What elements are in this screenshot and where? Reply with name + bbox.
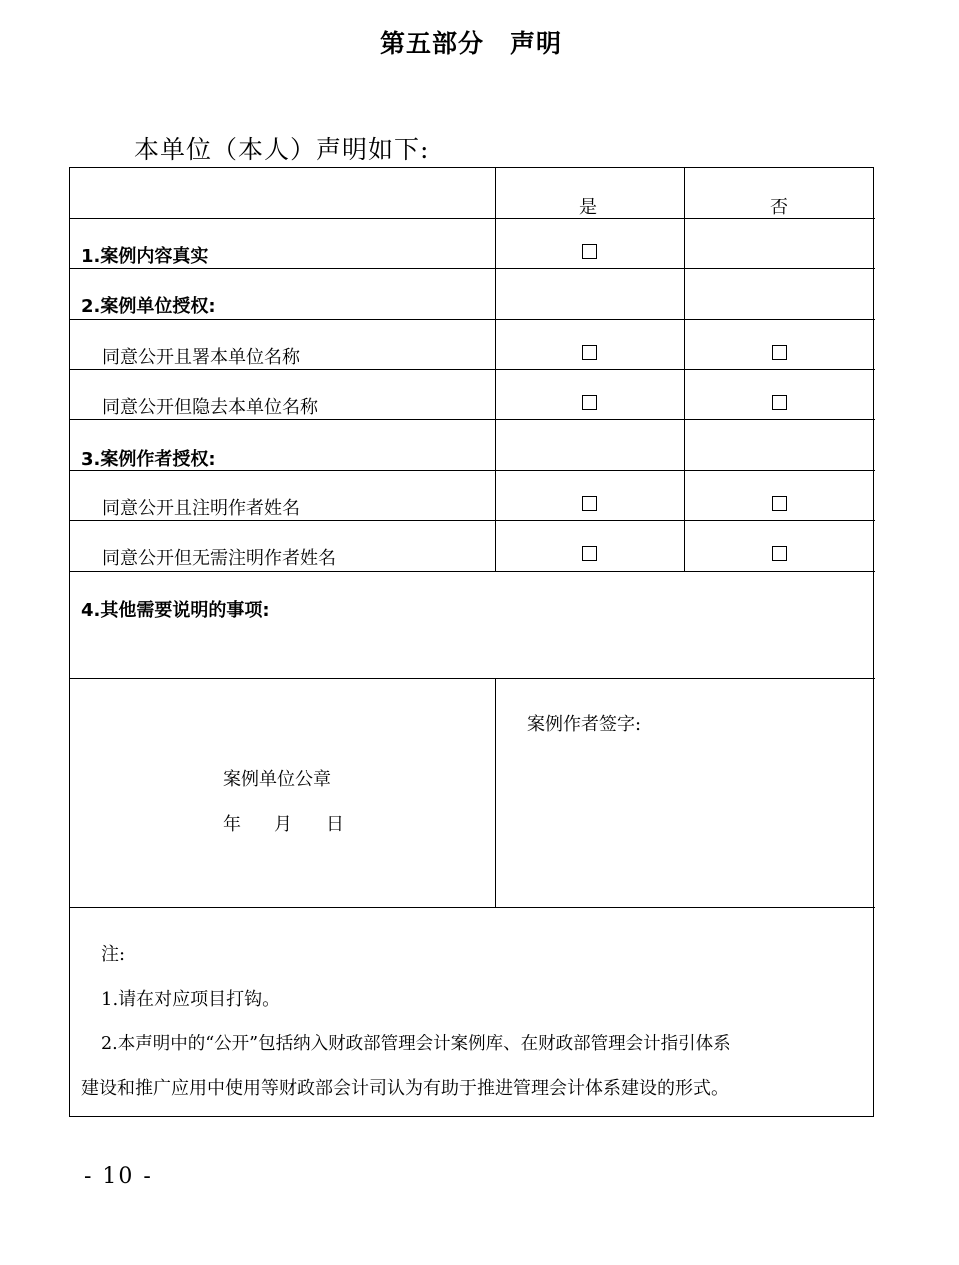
row-author-authorization-label: 3.案例作者授权:: [81, 449, 216, 470]
declaration-form: [69, 167, 874, 1117]
date-month-label: 月: [274, 814, 292, 835]
row-unit-public-with-name-label: 同意公开且署本单位名称: [102, 347, 300, 368]
row-divider: [70, 218, 875, 219]
row-author-public-no-name-label: 同意公开但无需注明作者姓名: [102, 548, 336, 569]
row-divider: [70, 678, 875, 679]
row-divider: [70, 369, 875, 370]
page-title: 第五部分 声明: [379, 29, 562, 58]
note-item-2-line-1: 2.本声明中的“公开”包括纳入财政部管理会计案例库、在财政部管理会计指引体系: [101, 1034, 731, 1054]
unit-seal-label: 案例单位公章: [223, 769, 331, 790]
note-item-2-line-2: 建设和推广应用中使用等财政部会计司认为有助于推进管理会计体系建设的形式。: [81, 1078, 729, 1099]
column-divider: [495, 168, 496, 571]
page-number: - 10 -: [84, 1164, 153, 1189]
header-no: 否: [770, 197, 788, 218]
row-author-public-with-name-label: 同意公开且注明作者姓名: [102, 498, 300, 519]
row-divider: [70, 419, 875, 420]
row-case-content-true-label: 1.案例内容真实: [81, 246, 209, 267]
unit-public-hide-name-yes-checkbox[interactable]: [582, 395, 597, 410]
declaration-intro: 本单位（本人）声明如下:: [134, 135, 430, 164]
row-divider: [70, 520, 875, 521]
unit-public-hide-name-no-checkbox[interactable]: [772, 395, 787, 410]
case-content-true-yes-checkbox[interactable]: [582, 244, 597, 259]
header-yes: 是: [579, 197, 597, 218]
unit-public-with-name-yes-checkbox[interactable]: [582, 345, 597, 360]
author-public-no-name-no-checkbox[interactable]: [772, 546, 787, 561]
row-divider: [70, 571, 875, 572]
column-divider: [684, 168, 685, 571]
note-item-1: 1.请在对应项目打钩。: [101, 989, 281, 1010]
row-unit-public-hide-name-label: 同意公开但隐去本单位名称: [102, 397, 318, 418]
notes-heading: 注:: [101, 944, 126, 965]
other-items-label: 4.其他需要说明的事项:: [81, 600, 270, 621]
date-day-label: 日: [326, 814, 344, 835]
author-signature-label: 案例作者签字:: [527, 714, 642, 735]
row-divider: [70, 907, 875, 908]
row-unit-authorization-label: 2.案例单位授权:: [81, 296, 216, 317]
author-public-with-name-yes-checkbox[interactable]: [582, 496, 597, 511]
row-divider: [70, 319, 875, 320]
column-divider: [495, 678, 496, 907]
row-divider: [70, 268, 875, 269]
author-public-with-name-no-checkbox[interactable]: [772, 496, 787, 511]
date-year-label: 年: [223, 814, 241, 835]
author-public-no-name-yes-checkbox[interactable]: [582, 546, 597, 561]
unit-public-with-name-no-checkbox[interactable]: [772, 345, 787, 360]
